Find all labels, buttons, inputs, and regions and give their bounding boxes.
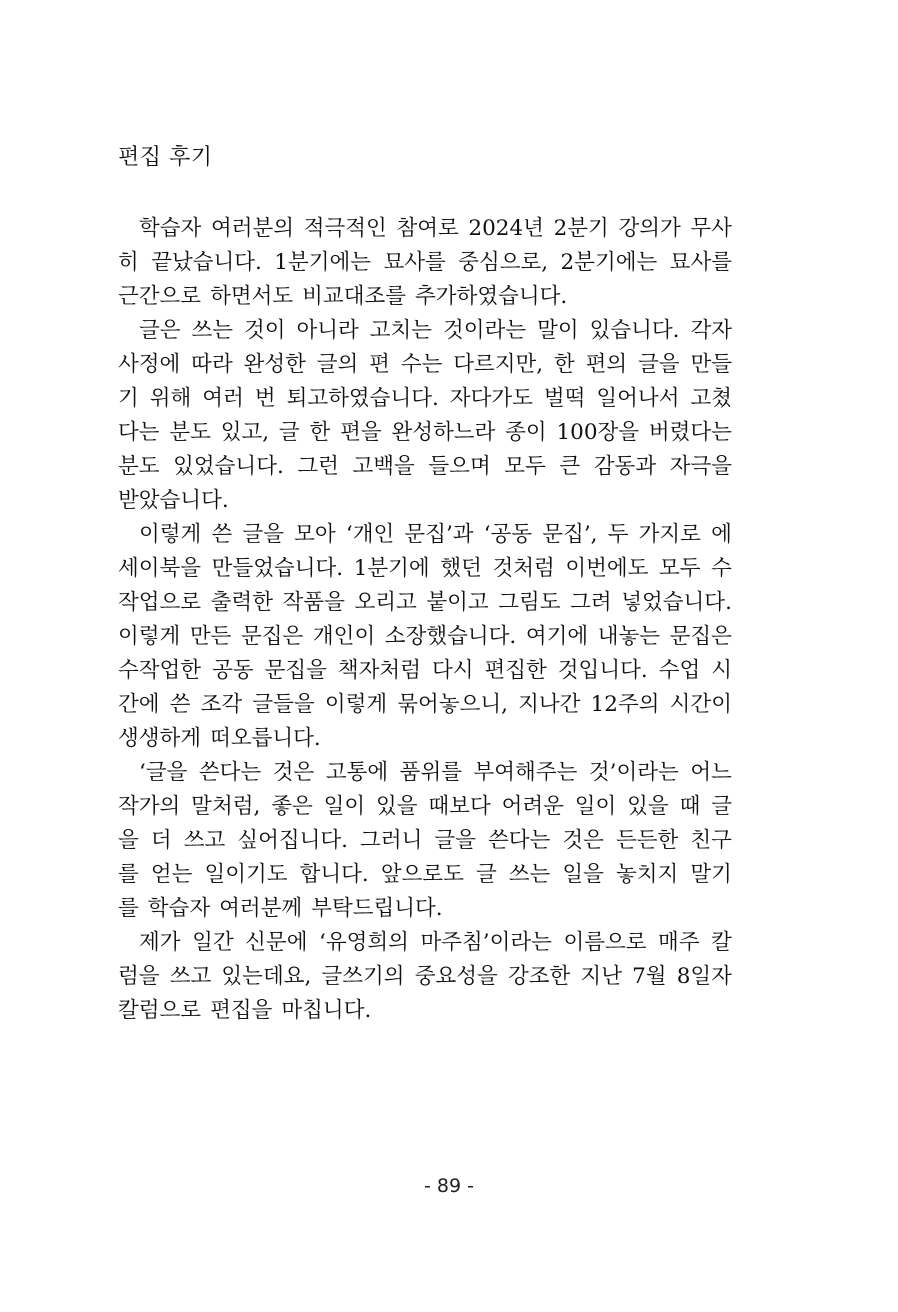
word: 묶어놓으니, (397, 692, 508, 717)
word: 편집을 (210, 998, 273, 1023)
word: 앞으로도 (380, 862, 464, 887)
word: 한 (309, 420, 331, 445)
word: 책자처럼 (337, 658, 421, 683)
paragraph (118, 926, 732, 1028)
word: 쓰는 (508, 862, 551, 887)
word: 것’이라는 (588, 760, 679, 785)
word: 강조한 (507, 964, 571, 989)
word: 마칩니다. (281, 998, 372, 1023)
word: 문집은 (669, 624, 732, 649)
word: 고치는 (369, 318, 433, 343)
text-line (118, 348, 732, 382)
word: 품위를 (399, 760, 462, 785)
text-line (118, 892, 732, 926)
text-line (118, 314, 732, 348)
word: 사정에 (118, 352, 181, 377)
word: 편 (369, 352, 390, 377)
word: 그러니 (360, 828, 423, 853)
text-line (118, 994, 732, 1028)
text-line (118, 246, 732, 280)
word: 것이라는 (443, 318, 527, 343)
word: 일어나서 (596, 386, 680, 411)
word: 일간 (192, 930, 234, 955)
word: 이번에도 (565, 556, 649, 581)
word: 근간으로 (118, 284, 202, 309)
word: 시간이 (669, 692, 732, 717)
word: 기 (118, 386, 139, 411)
word: 글의 (316, 352, 359, 377)
word: 일이기도 (204, 862, 288, 887)
word: 만들 (690, 352, 732, 377)
text-line (118, 416, 732, 450)
word: 종이 (505, 420, 547, 445)
word: 일이 (574, 794, 617, 819)
word: 다시 (431, 658, 474, 683)
word: 끝났습니다. (151, 250, 262, 275)
word: 오리고 (354, 590, 417, 615)
text-line (118, 212, 732, 246)
word: 친구 (690, 828, 732, 853)
word: 이름으로 (563, 930, 647, 955)
word: 쓰는 (191, 318, 234, 343)
word: 여러 (202, 386, 244, 411)
page-title: 편집 후기 (118, 145, 213, 170)
word: 편의 (585, 352, 628, 377)
word: 쓴 (211, 522, 233, 547)
word: 무사 (690, 216, 732, 241)
word: 중심으로, (458, 250, 549, 275)
word: 것입니다. (557, 658, 648, 683)
word: 분도 (118, 454, 160, 479)
word: 수작업한 (118, 658, 202, 683)
word: 이렇게 (324, 692, 388, 717)
word: 때 (679, 794, 701, 819)
word: 글을 (242, 522, 284, 547)
word: 떠오릅니다. (210, 726, 321, 751)
word: 마주침’이라는 (420, 930, 552, 955)
word: 편을 (340, 420, 382, 445)
word: 모두 (504, 454, 546, 479)
word: 여러분의 (210, 216, 295, 241)
word: 내놓는 (597, 624, 661, 649)
word: 때보다 (428, 794, 491, 819)
word: 그림도 (498, 590, 561, 615)
word: 각자 (690, 318, 732, 343)
word: 2분기에는 (560, 250, 658, 275)
word: 칼럼으로 (118, 998, 202, 1023)
word: 합니다. (299, 862, 369, 887)
word: 시 (711, 658, 732, 683)
word: 번 (254, 386, 276, 411)
word: 있었습니다. (173, 454, 284, 479)
word: 자극을 (669, 454, 732, 479)
word: 쓴다는 (198, 760, 262, 785)
word: 따라 (191, 352, 233, 377)
word: 받았습니다. (118, 488, 229, 513)
paragraph (118, 756, 732, 926)
text-line (118, 688, 732, 722)
word: 칼 (711, 930, 732, 955)
word: 자다가도 (449, 386, 533, 411)
word: ‘개인 (345, 522, 395, 547)
word: 말이 (537, 318, 579, 343)
word: 다르지만, (453, 352, 544, 377)
word: 여기에 (525, 624, 589, 649)
word: 출력한 (210, 590, 273, 615)
word: 글쓰기의 (321, 964, 405, 989)
word: 간에 (118, 692, 160, 717)
word: 편집한 (484, 658, 547, 683)
word: 감동과 (593, 454, 657, 479)
word: 1분기에는 (274, 250, 372, 275)
word: 세이북을 (118, 556, 202, 581)
word: 있습니다. (589, 318, 680, 343)
word: 글 (711, 794, 732, 819)
word: 완성한 (243, 352, 306, 377)
word: 글은 (139, 318, 181, 343)
word: 그런 (297, 454, 339, 479)
paragraph (118, 518, 732, 756)
word: 중요성을 (414, 964, 498, 989)
word: 소장했습니다. (384, 624, 517, 649)
word: 지난 (580, 964, 622, 989)
word: 붙이고 (426, 590, 489, 615)
word: 개인이 (312, 624, 376, 649)
word: 어려운 (501, 794, 564, 819)
word: 넣었습니다. (621, 590, 732, 615)
word: 제가 (139, 930, 181, 955)
word: 참여로 (396, 216, 459, 241)
word: 추가하였습니다. (415, 284, 568, 309)
word: 지나간 (518, 692, 581, 717)
word: 수는 (400, 352, 443, 377)
word: 글 (475, 862, 497, 887)
word: 하면서도 (210, 284, 294, 309)
word: 문집’과 (404, 522, 474, 547)
word: 든든한 (616, 828, 679, 853)
word: 좋은 (271, 794, 313, 819)
word: ‘유영희의 (319, 930, 409, 955)
text-line (118, 654, 732, 688)
word: 작품을 (282, 590, 345, 615)
word: 문집을 (264, 658, 327, 683)
word: 일이 (323, 794, 366, 819)
word: 문집은 (241, 624, 304, 649)
word: 2024년 (468, 216, 544, 241)
word: ‘공동 (483, 522, 533, 547)
word: 만들었습니다. (211, 556, 344, 581)
word: 비교대조를 (302, 284, 407, 309)
word: 있을 (376, 794, 418, 819)
word: 쓰고 (169, 964, 212, 989)
word: 100장을 (556, 420, 640, 445)
word: 얻는 (150, 862, 193, 887)
word: 다는 (118, 420, 160, 445)
word: 아니라 (296, 318, 359, 343)
article-body (118, 212, 732, 1028)
word: 를 (118, 896, 139, 921)
word: 위해 (149, 386, 192, 411)
word: 싶어집니다. (237, 828, 348, 853)
word: 말처럼, (191, 794, 261, 819)
word: 모두 (659, 556, 701, 581)
word: 글들을 (252, 692, 315, 717)
paragraph (118, 314, 732, 518)
word: 8일자 (676, 964, 732, 989)
word: 학습자 (147, 896, 211, 921)
word: 을 (118, 828, 139, 853)
word: 1분기에 (353, 556, 430, 581)
word: 큰 (559, 454, 581, 479)
word: 한 (553, 352, 575, 377)
text-line (118, 280, 732, 314)
text-line (118, 790, 732, 824)
word: 것은 (562, 828, 604, 853)
word: 했던 (440, 556, 482, 581)
word: 강의가 (618, 216, 681, 241)
word: 퇴고하였습니다. (286, 386, 439, 411)
paragraph (118, 212, 732, 314)
word: 럼을 (118, 964, 160, 989)
word: 글을 (434, 828, 476, 853)
word: 이렇게 (118, 624, 181, 649)
word: 만든 (189, 624, 232, 649)
word: 말기 (690, 862, 732, 887)
word: 그려 (570, 590, 612, 615)
word: 문집’, (542, 522, 598, 547)
word: 고통에 (325, 760, 389, 785)
word: 작가의 (118, 794, 181, 819)
text-line (118, 518, 732, 552)
word: 일을 (562, 862, 604, 887)
word: ‘글을 (139, 760, 188, 785)
word: 작업으로 (118, 590, 202, 615)
word: 더 (150, 828, 172, 853)
word: 글을 (638, 352, 680, 377)
text-line (118, 960, 732, 994)
word: 에 (711, 522, 732, 547)
word: 것이 (244, 318, 286, 343)
word: 것처럼 (492, 556, 555, 581)
text-line (118, 926, 732, 960)
word: 있을 (627, 794, 669, 819)
text-line (118, 858, 732, 892)
word: 생생하게 (118, 726, 202, 751)
word: 매주 (658, 930, 700, 955)
word: 공동 (212, 658, 254, 683)
word: 여러분께 (219, 896, 303, 921)
word: 것은 (272, 760, 315, 785)
word: 어느 (690, 760, 732, 785)
text-line (118, 756, 732, 790)
text-line (118, 382, 732, 416)
word: 분도 (169, 420, 211, 445)
word: 조각 (200, 692, 243, 717)
word: 모아 (294, 522, 336, 547)
text-line (118, 620, 732, 654)
word: 7월 (632, 964, 667, 989)
text-line (118, 722, 732, 756)
text-line (118, 484, 732, 518)
word: 있고, (220, 420, 270, 445)
word: 부여해주는 (473, 760, 578, 785)
word: 완성하느라 (391, 420, 496, 445)
word: 묘사를 (383, 250, 446, 275)
word: 신문에 (245, 930, 308, 955)
word: 쓴 (169, 692, 191, 717)
word: 부탁드립니다. (311, 896, 443, 921)
word: 있는데요, (221, 964, 312, 989)
word: 쓴다는 (488, 828, 551, 853)
word: 쓰고 (183, 828, 226, 853)
word: 적극적인 (303, 216, 387, 241)
text-line (118, 824, 732, 858)
word: 고백을 (352, 454, 415, 479)
text-line (118, 552, 732, 586)
text-line (118, 586, 732, 620)
word: 를 (118, 862, 139, 887)
word: 2분기 (553, 216, 609, 241)
word: 글 (278, 420, 300, 445)
word: 히 (118, 250, 139, 275)
word: 버렸다는 (648, 420, 732, 445)
word: 묘사를 (669, 250, 732, 275)
word: 수업 (658, 658, 701, 683)
text-line (118, 450, 732, 484)
word: 두 (607, 522, 629, 547)
word: 벌떡 (543, 386, 586, 411)
word: 가지로 (638, 522, 701, 547)
word: 이렇게 (139, 522, 202, 547)
word: 들으며 (428, 454, 491, 479)
word: 12주의 (590, 692, 660, 717)
word: 놓치지 (616, 862, 679, 887)
word: 고쳤 (690, 386, 732, 411)
page-number: - 89 - (424, 1175, 474, 1197)
word: 수 (711, 556, 732, 581)
word: 학습자 (139, 216, 202, 241)
